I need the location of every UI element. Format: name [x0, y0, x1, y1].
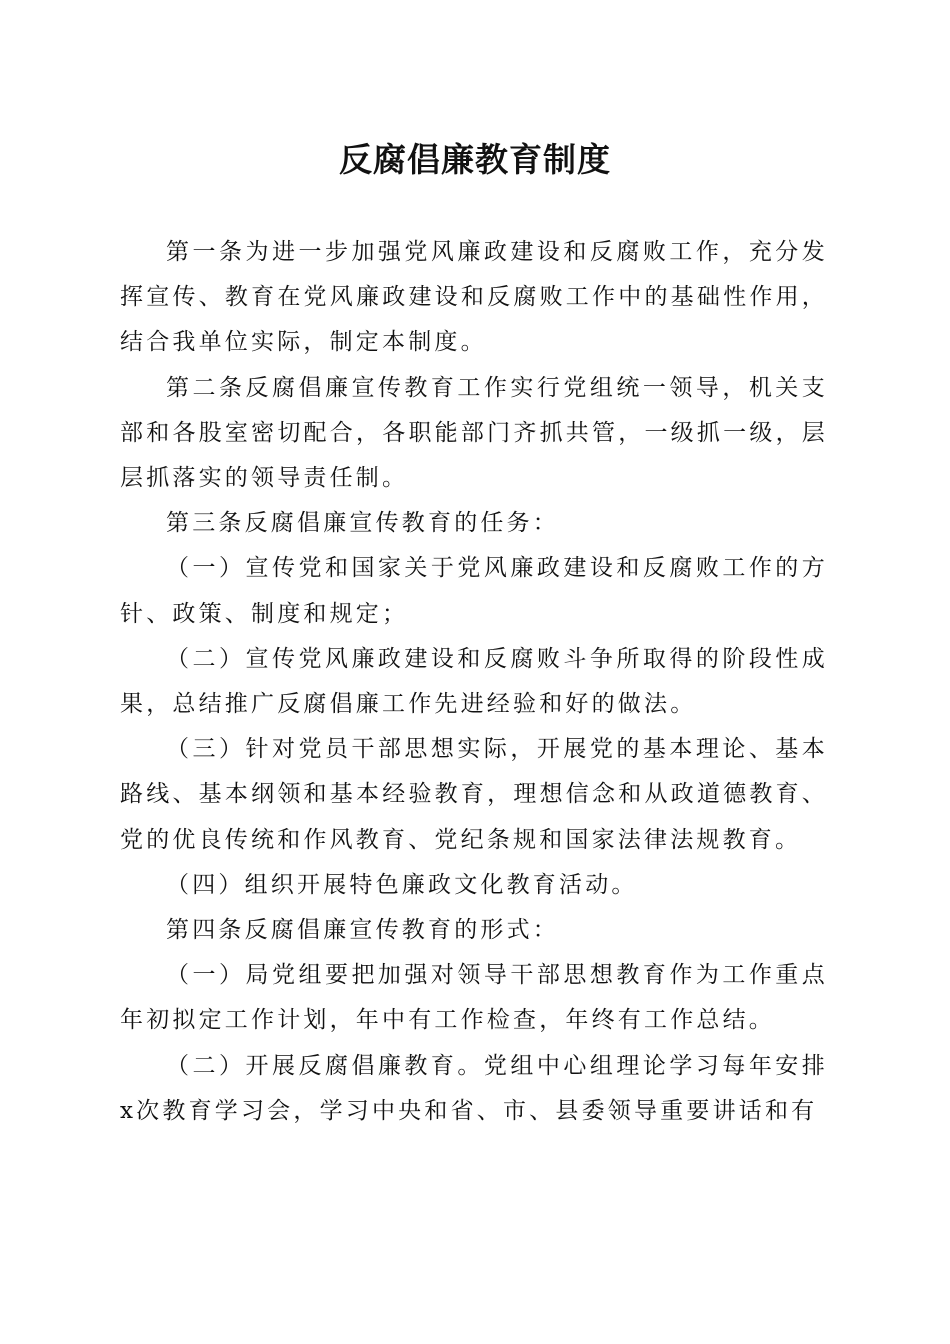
paragraph-article-1: 第一条为进一步加强党风廉政建设和反腐败工作，充分发挥宣传、教育在党风廉政建设和反腐败工作中的基础性作用，结合我单位实际，制定本制度。 — [120, 239, 828, 356]
document-body — [120, 230, 828, 1134]
paragraph-article-4: 第四条反腐倡廉宣传教育的形式： — [166, 917, 559, 944]
paragraph-article-4-item-2: （二）开展反腐倡廉教育。党组中心组理论学习每年安排x次教育学习会，学习中央和省、市、县委领导重要讲话和有 — [120, 1052, 828, 1124]
paragraph-article-3-item-3: （三）针对党员干部思想实际，开展党的基本理论、基本路线、基本纲领和基本经验教育，理想信念和从政道德教育、党的优良传统和作风教育、党纪条规和国家法律法规教育。 — [120, 736, 828, 853]
paragraph-article-3-item-2: （二）宣传党风廉政建设和反腐败斗争所取得的阶段性成果，总结推广反腐倡廉工作先进经验和好的做法。 — [120, 645, 828, 718]
paragraph-article-4-item-1: （一）局党组要把加强对领导干部思想教育作为工作重点年初拟定工作计划，年中有工作检查，年终有工作总结。 — [120, 962, 828, 1034]
paragraph-article-3-item-1: （一）宣传党和国家关于党风廉政建设和反腐败工作的方针、政策、制度和规定； — [120, 555, 828, 627]
paragraph-article-3: 第三条反腐倡廉宣传教育的任务： — [166, 510, 559, 537]
paragraph-article-3-item-4: （四）组织开展特色廉政文化教育活动。 — [166, 871, 638, 898]
paragraph-article-2: 第二条反腐倡廉宣传教育工作实行党组统一领导，机关支部和各股室密切配合，各职能部门齐抓共管，一级抓一级，层层抓落实的领导责任制。 — [120, 374, 828, 492]
document-title: 反腐倡廉教育制度 — [339, 140, 611, 179]
